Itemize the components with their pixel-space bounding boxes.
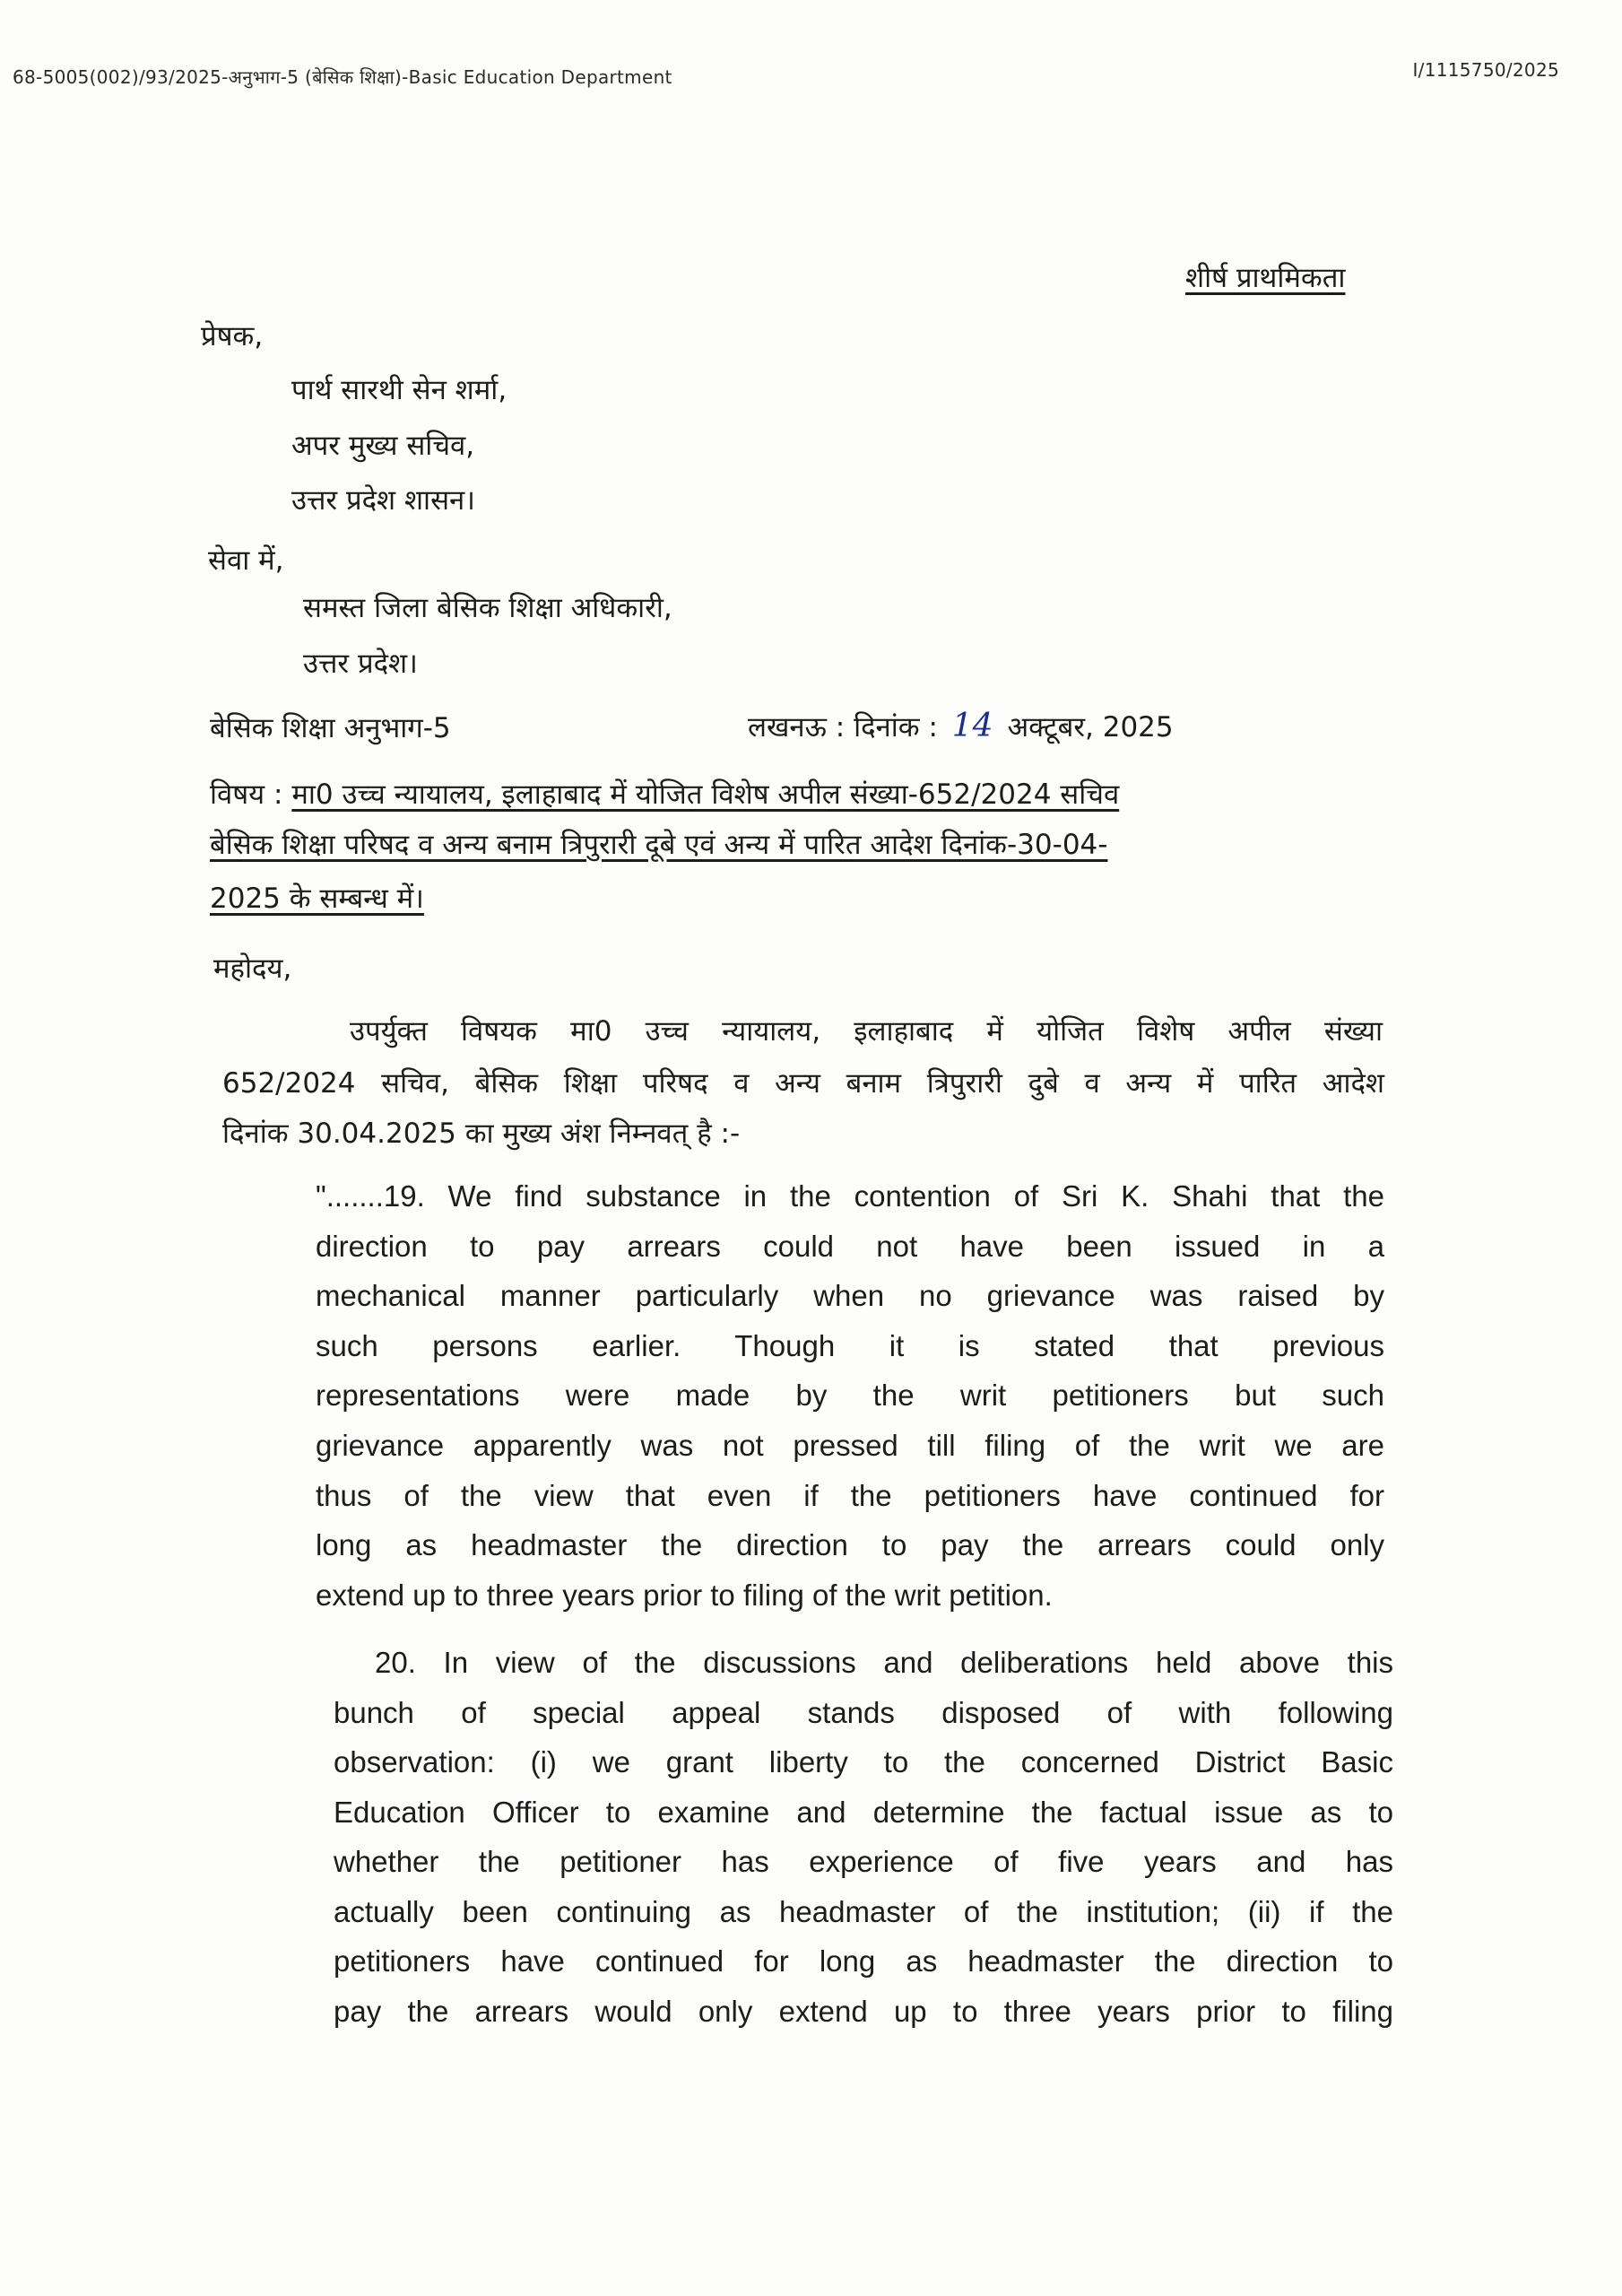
- place-date-suffix: अक्टूबर, 2025: [1007, 711, 1174, 744]
- recipient-name: समस्त जिला बेसिक शिक्षा अधिकारी,: [303, 592, 672, 624]
- subject-label: विषय :: [210, 778, 283, 811]
- quote-19-line: grievance apparently was not pressed till filing of the writ we are: [316, 1429, 1384, 1462]
- sender-name: पार्थ सारथी सेन शर्मा,: [291, 374, 507, 406]
- intro-line-3: दिनांक 30.04.2025 का मुख्य अंश निम्नवत् है :-: [222, 1118, 741, 1150]
- place-date-prefix: लखनऊ : दिनांक :: [748, 711, 938, 744]
- sender-label: प्रेषक,: [201, 320, 264, 352]
- quote-20-line: observation: (i) we grant liberty to the concerned District Basic: [334, 1745, 1393, 1779]
- recipient-label: सेवा में,: [208, 544, 284, 577]
- quote-20-line: bunch of special appeal stands disposed of with following: [334, 1696, 1393, 1729]
- recipient-place: उत्तर प्रदेश।: [303, 648, 418, 680]
- quote-20-line: petitioners have continued for long as headmaster the direction to: [334, 1944, 1393, 1978]
- salutation: महोदय,: [213, 952, 292, 985]
- quote-19-line: long as headmaster the direction to pay the arrears could only: [316, 1528, 1384, 1561]
- quote-20-line: whether the petitioner has experience of five years and has: [334, 1845, 1393, 1878]
- subject-text-3: 2025 के सम्बन्ध में।: [210, 883, 424, 915]
- quote-20-line: Education Officer to examine and determine the factual issue as to: [334, 1796, 1393, 1829]
- quote-19-line: ".......19. We find substance in the contention of Sri K. Shahi that the: [316, 1179, 1384, 1213]
- subject-text-1: मा0 उच्च न्यायालय, इलाहाबाद में योजित विशेष अपील संख्या-652/2024 सचिव: [291, 778, 1120, 811]
- quote-20-line: actually been continuing as headmaster of the institution; (ii) if the: [334, 1895, 1393, 1928]
- priority-heading: शीर्ष प्राथमिकता: [1185, 262, 1346, 294]
- quote-20-line: 20. In view of the discussions and deliberations held above this: [375, 1646, 1393, 1679]
- quote-19-line: thus of the view that even if the petitioners have continued for: [316, 1479, 1384, 1512]
- quote-20-line: pay the arrears would only extend up to three years prior to filing: [334, 1995, 1393, 2028]
- subject-line-1: [210, 777, 1384, 813]
- quote-19-line: mechanical manner particularly when no grievance was raised by: [316, 1279, 1384, 1312]
- intro-line-1: उपर्युक्त विषयक मा0 उच्च न्यायालय, इलाहाबाद में योजित विशेष अपील संख्या: [350, 1015, 1383, 1048]
- section-name: बेसिक शिक्षा अनुभाग-5: [210, 712, 451, 744]
- place-date: [748, 709, 1174, 745]
- sender-designation: अपर मुख्य सचिव,: [291, 430, 475, 462]
- quote-19-line: representations were made by the writ petitioners but such: [316, 1378, 1384, 1412]
- handwritten-day: 14: [951, 708, 993, 744]
- sender-office: उत्तर प्रदेश शासन।: [291, 484, 475, 517]
- intro-line-2: 652/2024 सचिव, बेसिक शिक्षा परिषद व अन्य बनाम त्रिपुरारी दुबे व अन्य में पारित आदेश: [222, 1067, 1384, 1100]
- file-reference: 68-5005(002)/93/2025-अनुभाग-5 (बेसिक शिक्षा)-Basic Education Department: [13, 66, 672, 88]
- document-id: I/1115750/2025: [1412, 59, 1559, 81]
- subject-text-2: बेसिक शिक्षा परिषद व अन्य बनाम त्रिपुरारी दूबे एवं अन्य में पारित आदेश दिनांक-30-04-: [210, 829, 1108, 861]
- quote-19-line: extend up to three years prior to filing of the writ petition.: [316, 1578, 1053, 1612]
- quote-19-line: such persons earlier. Though it is stated that previous: [316, 1329, 1384, 1362]
- quote-19-line: direction to pay arrears could not have been issued in a: [316, 1230, 1384, 1263]
